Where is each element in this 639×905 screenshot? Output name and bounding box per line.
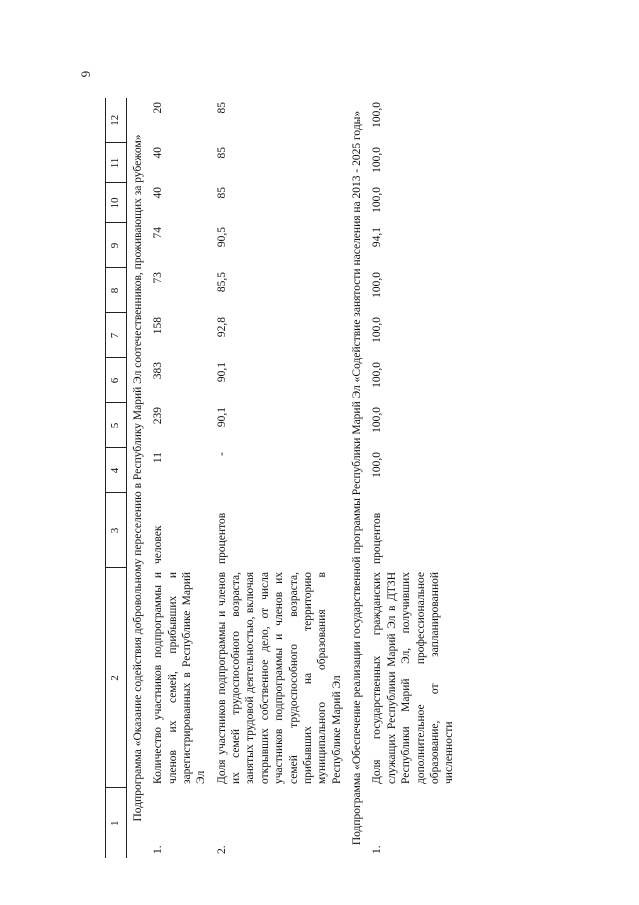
value-cell: 100,0 xyxy=(371,362,384,388)
unit-cell: процентов xyxy=(215,512,228,564)
row-number: 2. xyxy=(215,845,228,854)
value-cell: 90,1 xyxy=(215,407,228,428)
value-cell: 158 xyxy=(152,317,165,335)
indicators-table xyxy=(105,98,459,858)
value-cell: 100,0 xyxy=(371,407,384,433)
subprogram-title-row xyxy=(346,98,366,858)
header-cell: 12 xyxy=(106,98,127,143)
value-cell: 85 xyxy=(215,147,228,159)
value-cell: 100,0 xyxy=(371,147,384,173)
value-cell: 100,0 xyxy=(371,272,384,298)
header-cell: 8 xyxy=(106,268,127,313)
header-cell: 2 xyxy=(106,568,127,788)
value-cell: 85 xyxy=(215,187,228,199)
header-cell: 4 xyxy=(106,448,127,493)
subprogram-title: Подпрограмма «Обеспечение реализации государственной программы Республики Марий Эл «Содействие занятости населения на 2013 - 2025 годы» xyxy=(351,110,363,846)
value-cell: 92,8 xyxy=(215,317,228,338)
indicator-name: Количество участников подпрограммы и членов их семей, прибывших и зарегистрированных в Республике Марий Эл xyxy=(152,572,208,784)
page-number: 6 xyxy=(78,70,94,78)
table-row xyxy=(366,98,458,858)
value-cell: 85,5 xyxy=(215,272,228,293)
subprogram-title: Подпрограмма «Оказание содействия добровольному переселению в Республику Марий Эл соотечественников, проживающих за рубежом» xyxy=(131,134,144,822)
header-cell: 11 xyxy=(106,143,127,183)
row-number: 1. xyxy=(371,845,384,854)
indicator-name: Доля государственных гражданских служащих Республики Марий Эл в ДТЗН Республики Марий Эл, получивших дополнительное профессиональное образование, от запланированной численности xyxy=(371,572,456,784)
value-cell: 40 xyxy=(152,147,165,159)
header-cell: 5 xyxy=(106,403,127,448)
header-cell: 1 xyxy=(106,788,127,858)
value-cell: 383 xyxy=(152,362,165,380)
value-cell: 100,0 xyxy=(371,102,384,128)
value-cell: 85 xyxy=(215,102,228,114)
header-cell: 7 xyxy=(106,313,127,358)
row-number: 1. xyxy=(152,845,165,854)
value-cell: 100,0 xyxy=(371,317,384,343)
value-cell: 100,0 xyxy=(371,452,384,478)
header-cell: 6 xyxy=(106,358,127,403)
value-cell: 100,0 xyxy=(371,187,384,213)
value-cell: 90,5 xyxy=(215,227,228,248)
value-cell: 20 xyxy=(152,102,165,114)
value-cell: 73 xyxy=(152,272,165,284)
value-cell: 11 xyxy=(152,452,165,464)
value-cell: 239 xyxy=(152,407,165,425)
value-cell: 90,1 xyxy=(215,362,228,383)
value-cell: 40 xyxy=(152,187,165,199)
header-cell: 10 xyxy=(106,183,127,223)
indicator-name: Доля участников подпрограммы и членов их семей трудоспособного возраста, занятых трудовой деятельностью, включая открывших собственное дело, от числа участников подпрограммы и членов их семей трудоспособного возраста, прибывших на территорию муниципального образования в Республике Марий Эл xyxy=(215,572,343,784)
header-cell: 9 xyxy=(106,223,127,268)
table-row xyxy=(147,98,211,858)
value-cell: 94,1 xyxy=(371,227,384,248)
unit-cell: процентов xyxy=(371,512,384,564)
table-row xyxy=(211,98,346,858)
header-row xyxy=(106,98,127,858)
unit-cell: человек xyxy=(152,525,165,564)
rotated-page-content xyxy=(105,98,625,858)
value-cell: 74 xyxy=(152,227,165,239)
header-cell: 3 xyxy=(106,493,127,568)
value-cell: - xyxy=(215,452,228,456)
subprogram-title-row xyxy=(126,98,147,858)
